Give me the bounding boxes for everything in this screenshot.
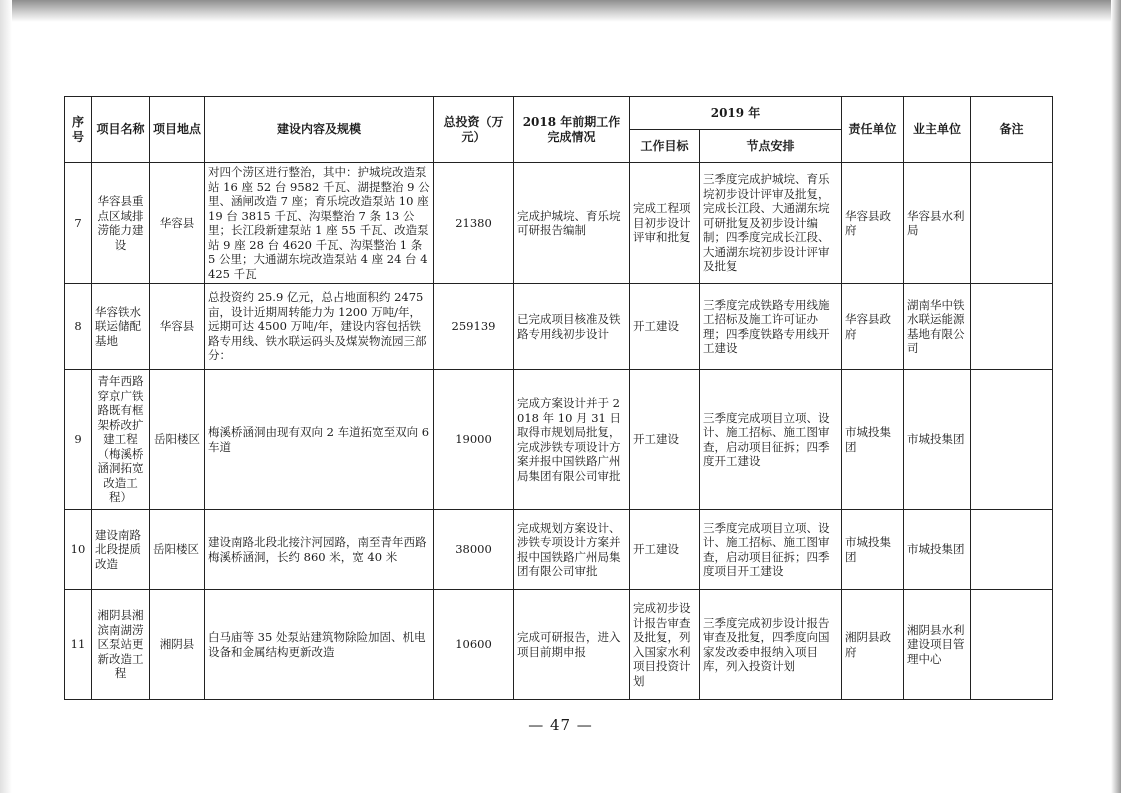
cell-location: 华容县 xyxy=(150,163,205,284)
cell-content: 白马庙等 35 处泵站建筑物除险加固、机电设备和金属结构更新改造 xyxy=(205,590,434,700)
cell-schedule: 三季度完成护城垸、育乐垸初步设计评审及批复，完成长江段、大通湖东垸可研批复及初步设计编制；四季度完成长江段、大通湖东垸初步设计评审及批复 xyxy=(700,163,842,284)
cell-seq: 8 xyxy=(65,284,92,370)
cell-owner: 市城投集团 xyxy=(904,370,971,510)
cell-prework: 已完成项目核准及铁路专用线初步设计 xyxy=(514,284,630,370)
cell-seq: 10 xyxy=(65,510,92,590)
cell-owner: 湘阴县水利建设项目管理中心 xyxy=(904,590,971,700)
cell-owner: 华容县水利局 xyxy=(904,163,971,284)
cell-investment: 10600 xyxy=(434,590,514,700)
page-number: — 47 — xyxy=(528,716,593,734)
cell-content: 对四个涝区进行整治，其中：护城垸改造泵站 16 座 52 台 9582 千瓦、湖提整治 9 公里、涵闸改造 7 座；育乐垸改造泵站 10 座 19 台 3815 千瓦、沟渠整治 7 条 13 公里；长江段新建泵站 1 座 55 千瓦、改造泵站 9 座 28 台 4620 千瓦、沟渠整治 1 条 5 公里；大通湖东垸改造泵站 4 座 24 台 4425 千瓦 xyxy=(205,163,434,284)
cell-location: 湘阴县 xyxy=(150,590,205,700)
cell-investment: 19000 xyxy=(434,370,514,510)
cell-content: 梅溪桥涵洞由现有双向 2 车道拓宽至双向 6 车道 xyxy=(205,370,434,510)
cell-owner: 市城投集团 xyxy=(904,510,971,590)
cell-remark xyxy=(971,284,1053,370)
header-name: 项目名称 xyxy=(92,97,150,163)
cell-responsible: 华容县政府 xyxy=(842,163,904,284)
header-content: 建设内容及规模 xyxy=(205,97,434,163)
header-target: 工作目标 xyxy=(630,130,700,163)
cell-target: 开工建设 xyxy=(630,284,700,370)
cell-target: 开工建设 xyxy=(630,510,700,590)
cell-remark xyxy=(971,370,1053,510)
table-row xyxy=(65,284,1053,370)
cell-name: 华容铁水联运储配基地 xyxy=(92,284,150,370)
cell-seq: 9 xyxy=(65,370,92,510)
cell-name: 华容县重点区域排涝能力建设 xyxy=(92,163,150,284)
header-row xyxy=(65,97,1053,130)
project-table xyxy=(64,96,1053,700)
cell-owner: 湖南华中铁水联运能源基地有限公司 xyxy=(904,284,971,370)
scan-shadow-top xyxy=(0,0,1121,22)
cell-name: 建设南路北段提质改造 xyxy=(92,510,150,590)
header-location: 项目地点 xyxy=(150,97,205,163)
cell-content: 总投资约 25.9 亿元，总占地面积约 2475 亩，设计近期周转能力为 1200 万吨/年，远期可达 4500 万吨/年，建设内容包括铁路专用线、铁水联运码头及煤炭物流园三部分： xyxy=(205,284,434,370)
header-remark: 备注 xyxy=(971,97,1053,163)
cell-target: 完成初步设计报告审查及批复，列入国家水利项目投资计划 xyxy=(630,590,700,700)
cell-schedule: 三季度完成项目立项、设计、施工招标、施工图审查，启动项目征拆；四季度项目开工建设 xyxy=(700,510,842,590)
cell-responsible: 华容县政府 xyxy=(842,284,904,370)
cell-location: 岳阳楼区 xyxy=(150,510,205,590)
scan-shadow-right xyxy=(1111,0,1121,793)
header-seq: 序号 xyxy=(65,97,92,163)
table-row xyxy=(65,370,1053,510)
cell-responsible: 湘阴县政府 xyxy=(842,590,904,700)
cell-investment: 21380 xyxy=(434,163,514,284)
cell-investment: 38000 xyxy=(434,510,514,590)
cell-responsible: 市城投集团 xyxy=(842,370,904,510)
cell-prework: 完成方案设计并于 2018 年 10 月 31 日取得市规划局批复，完成涉铁专项设计方案并报中国铁路广州局集团有限公司审批 xyxy=(514,370,630,510)
cell-target: 开工建设 xyxy=(630,370,700,510)
cell-prework: 完成规划方案设计、涉铁专项设计方案并报中国铁路广州局集团有限公司审批 xyxy=(514,510,630,590)
cell-schedule: 三季度完成铁路专用线施工招标及施工许可证办理；四季度铁路专用线开工建设 xyxy=(700,284,842,370)
cell-name: 青年西路穿京广铁路既有框架桥改扩建工程（梅溪桥涵洞拓宽改造工程） xyxy=(92,370,150,510)
scan-shadow-left xyxy=(0,0,12,793)
cell-prework: 完成护城垸、育乐垸可研报告编制 xyxy=(514,163,630,284)
cell-remark xyxy=(971,590,1053,700)
cell-investment: 259139 xyxy=(434,284,514,370)
cell-location: 岳阳楼区 xyxy=(150,370,205,510)
header-investment: 总投资（万元） xyxy=(434,97,514,163)
cell-seq: 7 xyxy=(65,163,92,284)
cell-schedule: 三季度完成初步设计报告审查及批复，四季度向国家发改委申报纳入项目库，列入投资计划 xyxy=(700,590,842,700)
header-schedule: 节点安排 xyxy=(700,130,842,163)
header-prework: 2018 年前期工作完成情况 xyxy=(514,97,630,163)
table-row xyxy=(65,590,1053,700)
header-responsible: 责任单位 xyxy=(842,97,904,163)
table-row xyxy=(65,163,1053,284)
cell-target: 完成工程项目初步设计评审和批复 xyxy=(630,163,700,284)
cell-schedule: 三季度完成项目立项、设计、施工招标、施工图审查，启动项目征拆；四季度开工建设 xyxy=(700,370,842,510)
cell-responsible: 市城投集团 xyxy=(842,510,904,590)
cell-content: 建设南路北段北接汴河园路，南至青年西路梅溪桥涵洞，长约 860 米，宽 40 米 xyxy=(205,510,434,590)
cell-name: 湘阴县湘滨南湖涝区泵站更新改造工程 xyxy=(92,590,150,700)
cell-remark xyxy=(971,510,1053,590)
table-row xyxy=(65,510,1053,590)
cell-location: 华容县 xyxy=(150,284,205,370)
cell-prework: 完成可研报告，进入项目前期申报 xyxy=(514,590,630,700)
cell-remark xyxy=(971,163,1053,284)
cell-seq: 11 xyxy=(65,590,92,700)
header-owner: 业主单位 xyxy=(904,97,971,163)
header-year: 2019 年 xyxy=(630,97,842,130)
